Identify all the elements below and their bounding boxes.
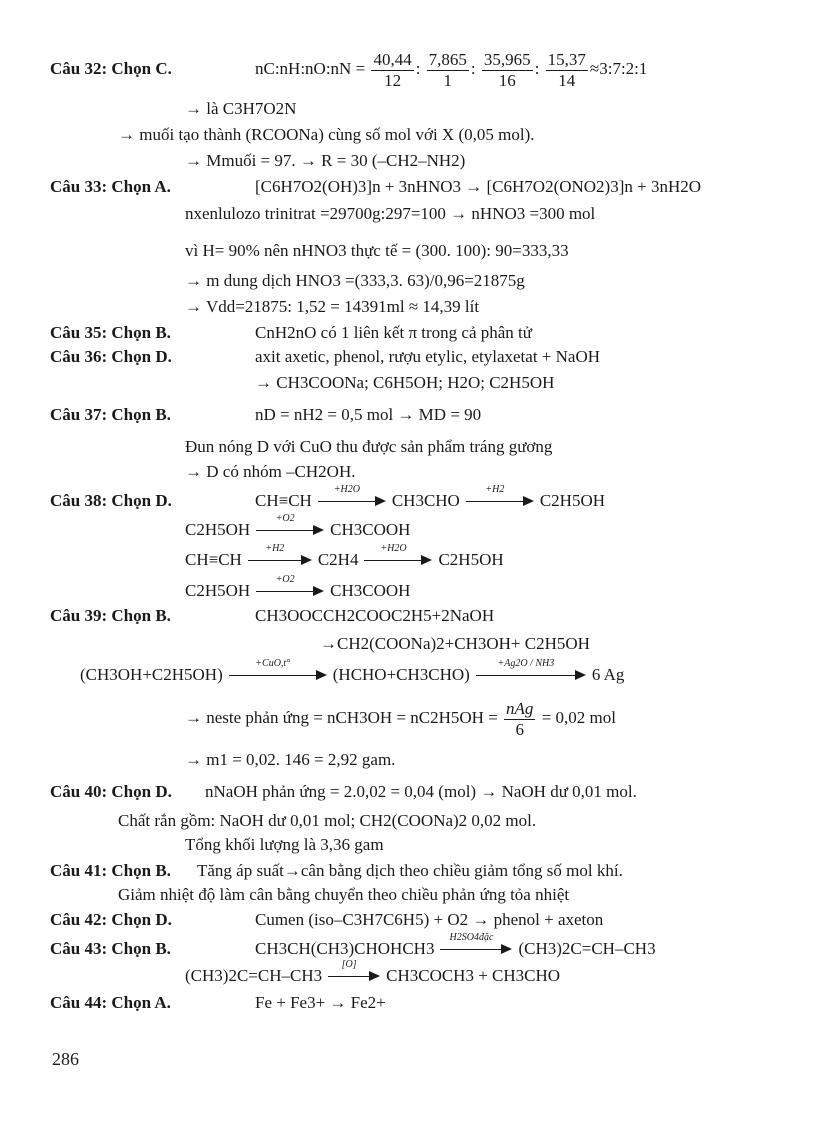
q38-r3-arrow-1: +H2 bbox=[248, 549, 312, 571]
q39-line3-reactants: (CH3OH+C2H5OH) bbox=[80, 665, 223, 684]
q38-r3-intermediate: C2H4 bbox=[317, 550, 359, 569]
q40-line3: Tổng khối lượng là 3,36 gam bbox=[185, 835, 384, 854]
q38-r1-arrow-2: +H2 bbox=[466, 490, 534, 512]
q38-r4-reactant: C2H5OH bbox=[185, 581, 251, 600]
q35-line1: CnH2nO có 1 liên kết π trong cả phân tử bbox=[255, 323, 532, 342]
q36-label: Câu 36: Chọn D. bbox=[50, 347, 172, 366]
q38-label: Câu 38: Chọn D. bbox=[50, 491, 172, 510]
q39-label: Câu 39: Chọn B. bbox=[50, 606, 171, 625]
q38-r1-arrow-1: +H2O bbox=[318, 490, 386, 512]
q38-reaction-2 bbox=[185, 513, 411, 541]
q39-line3-silver: 6 Ag bbox=[591, 665, 625, 684]
q37-line3: → D có nhóm –CH2OH. bbox=[185, 462, 356, 481]
q41-line1: Tăng áp suất→cân bằng dịch theo chiều giảm tổng số mol khí. bbox=[197, 861, 623, 880]
q38-r2-product: CH3COOH bbox=[330, 520, 411, 539]
q39-arrow-ag2o: +Ag2O / NH3 bbox=[476, 664, 586, 686]
q43-reaction-2 bbox=[185, 959, 561, 987]
q41-label: Câu 41: Chọn B. bbox=[50, 861, 171, 880]
q37-line1: nD = nH2 = 0,5 mol → MD = 90 bbox=[255, 405, 482, 424]
q44-label: Câu 44: Chọn A. bbox=[50, 993, 171, 1012]
q32-ratio: nC:nH:nO:nN = $\frac{40,44}{12}$ : $\frac{7,865}{1}$ : $\frac{35,965}{16}$ : $\frac{15,37}{14}$ ≈3:7:2:1 bbox=[255, 49, 648, 90]
q33-label: Câu 33: Chọn A. bbox=[50, 177, 171, 196]
q39-line2: →CH2(COONa)2+CH3OH+ C2H5OH bbox=[320, 634, 590, 653]
q43-label: Câu 43: Chọn B. bbox=[50, 939, 171, 958]
q32-line3: → muối tạo thành (RCOONa) cùng số mol với X (0,05 mol). bbox=[118, 125, 535, 144]
q37-line2: Đun nóng D với CuO thu được sản phẩm tráng gương bbox=[185, 437, 553, 456]
q40-line2: Chất rắn gồm: NaOH dư 0,01 mol; CH2(COONa)2 0,02 mol. bbox=[118, 811, 537, 830]
q33-line3: vì H= 90% nên nHNO3 thực tế = (300. 100): 90=333,33 bbox=[185, 241, 569, 260]
q38-r2-reactant: C2H5OH bbox=[185, 520, 251, 539]
q38-r2-arrow: +O2 bbox=[256, 519, 324, 541]
q39-line4-rhs: = 0,02 mol bbox=[541, 708, 616, 727]
q38-reaction-1 bbox=[255, 484, 606, 512]
q43-r2-reactant: (CH3)2C=CH–CH3 bbox=[185, 966, 323, 985]
q39-line4 bbox=[185, 695, 616, 741]
q39-line4-lhs: → neste phản ứng = nCH3OH = nC2H5OH = bbox=[185, 708, 498, 727]
q32-line2: → là C3H7O2N bbox=[185, 99, 297, 118]
q39-frac-ag: $\frac{\text{nAg}}{6}$ bbox=[506, 698, 534, 739]
q39-line3 bbox=[80, 658, 625, 686]
q42-label: Câu 42: Chọn D. bbox=[50, 910, 172, 929]
q43-r1-arrow: H2SO4đặc bbox=[440, 938, 512, 960]
q39-line5: → m1 = 0,02. 146 = 2,92 gam. bbox=[185, 750, 396, 769]
q43-r1-product: (CH3)2C=CH–CH3 bbox=[518, 939, 656, 958]
q37-label: Câu 37: Chọn B. bbox=[50, 405, 171, 424]
q38-r3-product: C2H5OH bbox=[438, 550, 504, 569]
q41-line2: Giảm nhiệt độ làm cân bằng chuyển theo chiều phản ứng tỏa nhiệt bbox=[118, 885, 570, 904]
q39-line3-aldehydes: (HCHO+CH3CHO) bbox=[332, 665, 470, 684]
q33-line1: [C6H7O2(OH)3]n + 3nHNO3 → [C6H7O2(ONO2)3]n + 3nH2O bbox=[255, 177, 702, 196]
q38-r4-product: CH3COOH bbox=[330, 581, 411, 600]
q35-label: Câu 35: Chọn B. bbox=[50, 323, 171, 342]
q38-r1-reactant: CH≡CH bbox=[255, 491, 312, 510]
q43-r2-arrow: [O] bbox=[328, 965, 380, 987]
q39-arrow-cuo: +CuO,t° bbox=[229, 664, 327, 686]
q40-line1: nNaOH phản ứng = 2.0,02 = 0,04 (mol) → NaOH dư 0,01 mol. bbox=[205, 782, 637, 801]
q32-ratio-result: ≈3:7:2:1 bbox=[589, 59, 648, 78]
q40-label: Câu 40: Chọn D. bbox=[50, 782, 172, 801]
q33-line4: → m dung dịch HNO3 =(333,3. 63)/0,96=21875g bbox=[185, 271, 525, 290]
q38-r4-arrow: +O2 bbox=[256, 580, 324, 602]
q32-ratio-lhs: nC:nH:nO:nN = bbox=[255, 59, 366, 78]
q43-r2-product: CH3COCH3 + CH3CHO bbox=[386, 966, 561, 985]
q44-line1: Fe + Fe3+ → Fe2+ bbox=[255, 993, 386, 1012]
q38-r3-arrow-2: +H2O bbox=[364, 549, 432, 571]
q33-line5: → Vdd=21875: 1,52 = 14391ml ≈ 14,39 lít bbox=[185, 297, 480, 316]
q38-reaction-3 bbox=[185, 543, 504, 571]
q43-r1-reactant: CH3CH(CH3)CHOHCH3 bbox=[255, 939, 435, 958]
q38-reaction-4 bbox=[185, 574, 411, 602]
q32-frac-n: $\frac{15,37}{14}$ bbox=[547, 49, 586, 90]
q38-r1-intermediate: CH3CHO bbox=[391, 491, 460, 510]
q38-r1-product: C2H5OH bbox=[539, 491, 606, 510]
q32-frac-c: $\frac{40,44}{12}$ bbox=[373, 49, 412, 90]
q42-line1: Cumen (iso–C3H7C6H5) + O2 → phenol + axeton bbox=[255, 910, 604, 929]
q32-line4: → Mmuối = 97. → R = 30 (–CH2–NH2) bbox=[185, 151, 466, 170]
q32-label: Câu 32: Chọn C. bbox=[50, 59, 172, 78]
page-number: 286 bbox=[52, 1049, 79, 1069]
q32-frac-h: $\frac{7,865}{1}$ bbox=[428, 49, 467, 90]
q43-reaction-1 bbox=[255, 932, 656, 960]
q38-r3-reactant: CH≡CH bbox=[185, 550, 242, 569]
q32-frac-o: $\frac{35,965}{16}$ bbox=[483, 49, 531, 90]
q36-line2: → CH3COONa; C6H5OH; H2O; C2H5OH bbox=[255, 373, 555, 392]
q33-line2: nxenlulozo trinitrat =29700g:297=100 → nHNO3 =300 mol bbox=[185, 204, 596, 223]
q39-line1: CH3OOCCH2COOC2H5+2NaOH bbox=[255, 606, 495, 625]
q36-line1: axit axetic, phenol, rượu etylic, etylaxetat + NaOH bbox=[255, 347, 601, 366]
